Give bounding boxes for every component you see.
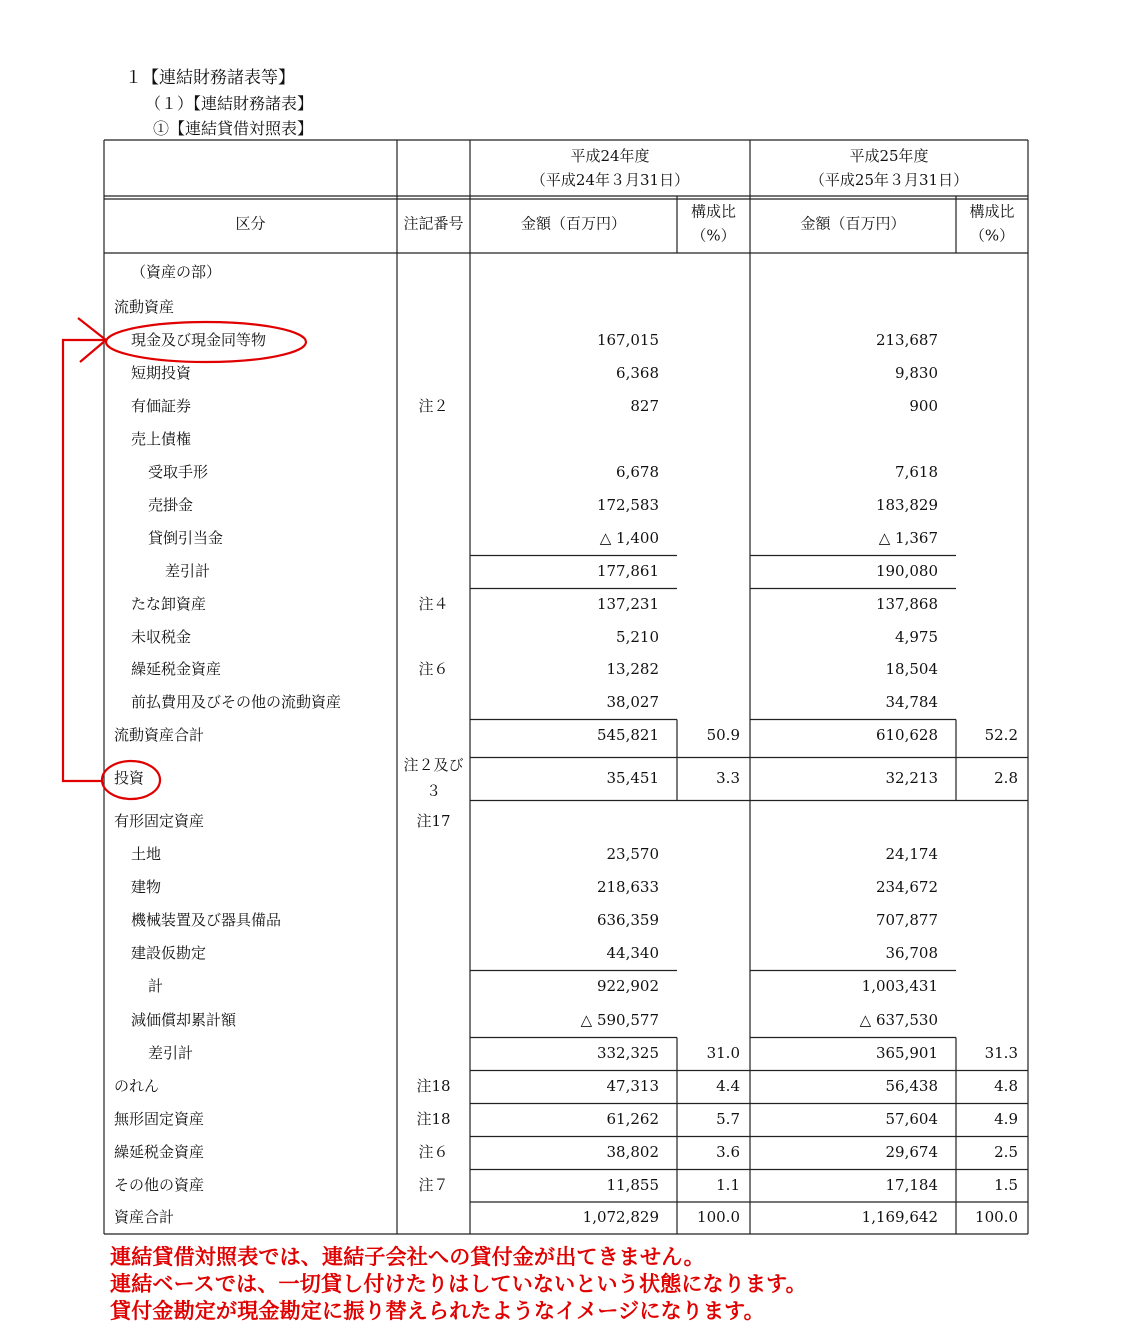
period-prev-date: （平成24年３月31日） bbox=[530, 171, 690, 189]
amount-prev: 177,861 bbox=[596, 562, 659, 580]
row-note-number: 注18 bbox=[416, 1110, 451, 1128]
amount-curr: △ 1,367 bbox=[878, 529, 938, 547]
ratio-curr: 2.5 bbox=[994, 1143, 1018, 1161]
row-note-number: 注２及び bbox=[403, 756, 464, 774]
amount-curr: △ 637,530 bbox=[859, 1011, 938, 1029]
header-amount-prev: 金額（百万円） bbox=[520, 214, 627, 233]
row-label: 有形固定資産 bbox=[114, 812, 205, 830]
amount-curr: 56,438 bbox=[885, 1077, 938, 1095]
row-label: 売上債権 bbox=[131, 430, 192, 448]
ratio-curr: 4.8 bbox=[994, 1077, 1018, 1095]
ratio-prev: 4.4 bbox=[716, 1077, 740, 1095]
period-curr-label: 平成25年度 bbox=[849, 147, 929, 165]
subsection-title: （１）【連結財務諸表】 bbox=[145, 94, 314, 113]
ratio-prev: 3.6 bbox=[716, 1143, 740, 1161]
amount-prev: 23,570 bbox=[606, 845, 659, 863]
header-ratio-curr: 構成比 bbox=[969, 202, 1015, 221]
row-label: 無形固定資産 bbox=[114, 1110, 205, 1128]
amount-prev: 13,282 bbox=[606, 660, 659, 678]
row-note-number: 注17 bbox=[416, 812, 451, 830]
transfer-arrow-line bbox=[63, 340, 104, 781]
explanation-line-1: 連結貸借対照表では、連結子会社への貸付金が出てきません。 bbox=[110, 1245, 705, 1269]
table-cells bbox=[114, 147, 1018, 1226]
row-note-number: 注２ bbox=[418, 397, 449, 415]
ratio-curr: 2.8 bbox=[994, 769, 1018, 787]
row-label: （資産の部） bbox=[131, 263, 222, 281]
row-note-number: 注６ bbox=[418, 660, 449, 678]
amount-curr: 18,504 bbox=[885, 660, 938, 678]
amount-curr: 17,184 bbox=[885, 1176, 938, 1194]
amount-curr: 32,213 bbox=[885, 769, 938, 787]
header-note-number: 注記番号 bbox=[403, 214, 464, 233]
ratio-curr: 1.5 bbox=[994, 1176, 1018, 1194]
amount-prev: 11,855 bbox=[606, 1176, 659, 1194]
row-label: 繰延税金資産 bbox=[114, 1143, 205, 1161]
ratio-prev: 1.1 bbox=[716, 1176, 740, 1194]
amount-curr: 24,174 bbox=[885, 845, 938, 863]
explanation-line-2: 連結ベースでは、一切貸し付けたりはしていないという状態になります。 bbox=[110, 1272, 807, 1296]
amount-prev: 545,821 bbox=[596, 726, 659, 744]
amount-prev: 35,451 bbox=[606, 769, 659, 787]
amount-curr: 707,877 bbox=[875, 911, 938, 929]
amount-prev: 47,313 bbox=[606, 1077, 659, 1095]
row-label: 差引計 bbox=[148, 1044, 194, 1062]
amount-prev: 167,015 bbox=[596, 331, 659, 349]
row-label: 建物 bbox=[131, 878, 162, 896]
amount-curr: 7,618 bbox=[895, 463, 938, 481]
row-note-number: 注４ bbox=[418, 595, 449, 613]
amount-prev: △ 590,577 bbox=[580, 1011, 659, 1029]
row-label: 減価償却累計額 bbox=[131, 1011, 237, 1029]
amount-curr: 34,784 bbox=[885, 693, 938, 711]
table-title: ①【連結貸借対照表】 bbox=[153, 119, 314, 138]
row-label: 貸倒引当金 bbox=[148, 529, 224, 547]
section-title: １【連結財務諸表等】 bbox=[125, 68, 295, 88]
ratio-prev: 100.0 bbox=[697, 1208, 740, 1226]
row-label: たな卸資産 bbox=[131, 595, 207, 613]
ratio-prev: 3.3 bbox=[716, 769, 740, 787]
row-label: 機械装置及び器具備品 bbox=[131, 911, 282, 929]
row-label: 土地 bbox=[131, 845, 162, 863]
header-ratio-curr-unit: （%） bbox=[969, 226, 1015, 245]
amount-prev: 1,072,829 bbox=[582, 1208, 659, 1226]
amount-curr: 190,080 bbox=[875, 562, 938, 580]
amount-curr: 1,169,642 bbox=[861, 1208, 938, 1226]
circle-investment-mark bbox=[102, 761, 160, 799]
amount-prev: 636,359 bbox=[596, 911, 659, 929]
amount-prev: 827 bbox=[630, 397, 659, 415]
ratio-prev: 50.9 bbox=[706, 726, 740, 744]
row-note-number: 注７ bbox=[418, 1176, 449, 1194]
row-label: 投資 bbox=[114, 769, 145, 787]
ratio-curr: 100.0 bbox=[975, 1208, 1018, 1226]
row-label: 差引計 bbox=[165, 562, 211, 580]
header-amount-curr: 金額（百万円） bbox=[800, 214, 906, 233]
amount-curr: 57,604 bbox=[885, 1110, 938, 1128]
amount-curr: 610,628 bbox=[875, 726, 938, 744]
amount-curr: 1,003,431 bbox=[861, 977, 938, 995]
row-label: のれん bbox=[114, 1077, 160, 1095]
red-annotations bbox=[63, 318, 306, 799]
row-label: 売掛金 bbox=[148, 496, 194, 514]
row-label: 計 bbox=[148, 977, 164, 995]
amount-curr: 213,687 bbox=[875, 331, 938, 349]
table-grid bbox=[104, 140, 1028, 1234]
ratio-curr: 31.3 bbox=[984, 1044, 1018, 1062]
row-label: 流動資産 bbox=[114, 298, 175, 316]
row-label: 前払費用及びその他の流動資産 bbox=[131, 693, 342, 711]
amount-curr: 4,975 bbox=[895, 628, 938, 646]
amount-curr: 900 bbox=[909, 397, 938, 415]
row-label: 現金及び現金同等物 bbox=[131, 331, 267, 349]
header-category: 区分 bbox=[235, 214, 266, 233]
amount-prev: 922,902 bbox=[596, 977, 659, 995]
amount-prev: 6,678 bbox=[616, 463, 659, 481]
explanation-line-3: 貸付金勘定が現金勘定に振り替えられたようなイメージになります。 bbox=[110, 1299, 765, 1323]
ratio-curr: 4.9 bbox=[994, 1110, 1018, 1128]
row-label: 流動資産合計 bbox=[114, 726, 205, 744]
amount-prev: 5,210 bbox=[616, 628, 659, 646]
amount-curr: 365,901 bbox=[875, 1044, 938, 1062]
period-prev-label: 平成24年度 bbox=[570, 147, 650, 165]
row-note-number: 注６ bbox=[418, 1143, 449, 1161]
circle-cash-mark bbox=[106, 322, 306, 362]
amount-curr: 234,672 bbox=[875, 878, 938, 896]
amount-prev: 137,231 bbox=[596, 595, 659, 613]
row-label: 短期投資 bbox=[131, 364, 192, 382]
ratio-curr: 52.2 bbox=[984, 726, 1018, 744]
transfer-arrow-head bbox=[78, 318, 106, 362]
header-ratio-prev: 構成比 bbox=[690, 202, 737, 221]
ratio-prev: 31.0 bbox=[706, 1044, 740, 1062]
amount-curr: 183,829 bbox=[875, 496, 938, 514]
header-ratio-prev-unit: （%） bbox=[691, 226, 736, 245]
row-note-number: ３ bbox=[425, 782, 442, 800]
amount-curr: 9,830 bbox=[895, 364, 938, 382]
amount-prev: 332,325 bbox=[596, 1044, 659, 1062]
amount-curr: 29,674 bbox=[885, 1143, 938, 1161]
amount-prev: 61,262 bbox=[606, 1110, 659, 1128]
row-note-number: 注18 bbox=[416, 1077, 451, 1095]
period-curr-date: （平成25年３月31日） bbox=[809, 171, 969, 189]
amount-prev: 218,633 bbox=[596, 878, 659, 896]
amount-curr: 36,708 bbox=[885, 944, 938, 962]
amount-prev: 38,027 bbox=[606, 693, 659, 711]
amount-curr: 137,868 bbox=[875, 595, 938, 613]
amount-prev: △ 1,400 bbox=[599, 529, 659, 547]
amount-prev: 44,340 bbox=[606, 944, 659, 962]
ratio-prev: 5.7 bbox=[716, 1110, 740, 1128]
row-label: 建設仮勘定 bbox=[131, 944, 207, 962]
row-label: 繰延税金資産 bbox=[131, 660, 222, 678]
row-label: 資産合計 bbox=[114, 1208, 175, 1226]
amount-prev: 6,368 bbox=[616, 364, 659, 382]
amount-prev: 172,583 bbox=[596, 496, 659, 514]
amount-prev: 38,802 bbox=[606, 1143, 659, 1161]
row-label: 未収税金 bbox=[131, 628, 192, 646]
row-label: 受取手形 bbox=[148, 463, 209, 481]
row-label: その他の資産 bbox=[114, 1176, 205, 1194]
row-label: 有価証券 bbox=[131, 397, 192, 415]
